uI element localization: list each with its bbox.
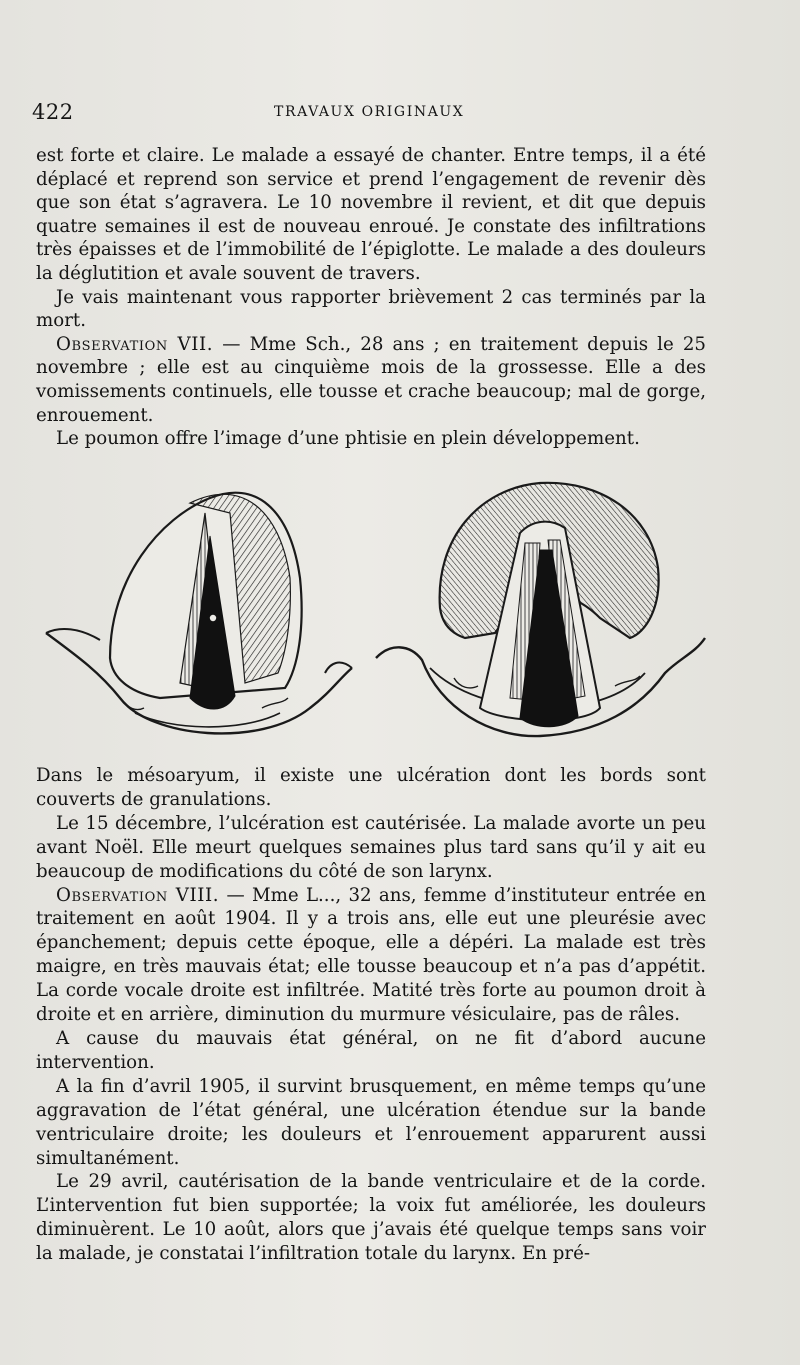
text-before-figure: [36, 144, 706, 451]
paragraph: est forte et claire. Le malade a essayé de chanter. Entre temps, il a été déplacé et reprend son service et prend l’engagement de revenir dès que son état s’agravera. Le 10 novembre il revient, et dit que depuis quatre semaines il est de nouveau enroué. Je constate des infiltrations très épaisses et de l’immobilité de l’épiglotte. Le malade a des douleurs la déglutition et avale souvent de travers.: [36, 145, 706, 284]
paragraph: Le 29 avril, cautérisation de la bande ventriculaire et de la corde. L’intervention fut bien supportée; la voix fut améliorée, les douleurs diminuèrent. Le 10 août, alors que j’avais été quelque temps sans voir la malade, je constatai l’infiltration totale du larynx. En pré-: [36, 1171, 706, 1265]
larynx-illustration: [40, 468, 710, 758]
observation-text: — Mme L..., 32 ans, femme d’instituteur entrée en traitement en août 1904. Il y a trois ans, elle eut une pleurésie avec épanchement; depuis cette époque, elle a dépéri. La malade est très maigre, en très mauvais état; elle tousse beaucoup et n’a pas d’appétit. La corde vocale droite est infiltrée. Matité très forte au poumon droit à droite et en arrière, diminution du murmure vésiculaire, pas de râles.: [36, 884, 706, 1026]
paragraph: Le 15 décembre, l’ulcération est cautérisée. La malade avorte un peu avant Noël. Elle meurt quelques semaines plus tard sans qu’il y ait eu beaucoup de modifications du côté de son larynx.: [36, 812, 706, 882]
observation-vii-paragraph: [36, 333, 706, 427]
observation-heading: Observation VIII.: [56, 884, 220, 906]
text-after-figure: [36, 764, 706, 1266]
page-header: [32, 100, 722, 130]
page-number: 422: [32, 100, 74, 124]
observation-viii-paragraph: [36, 884, 706, 1027]
larynx-drawing-right: [376, 483, 705, 736]
observation-heading: Observation VII.: [56, 333, 214, 355]
observation-text: — Mme Sch., 28 ans ; en traitement depuis le 25 novembre ; elle est au cinquième mois de la grossesse. Elle a des vomissements continuels, elle tousse et crache beaucoup; mal de gorge, enrouement.: [36, 333, 706, 426]
running-head: TRAVAUX ORIGINAUX: [274, 104, 465, 120]
paragraph: A cause du mauvais état général, on ne fit d’abord aucune intervention.: [36, 1027, 706, 1073]
paragraph: A la fin d’avril 1905, il survint brusquement, en même temps qu’une aggravation de l’état général, une ulcération étendue sur la bande ventriculaire droite; les douleurs et l’enrouement apparurent aussi simultanément.: [36, 1075, 706, 1169]
paragraph: Je vais maintenant vous rapporter brièvement 2 cas terminés par la mort.: [36, 286, 706, 332]
larynx-drawing-left: [46, 493, 352, 734]
paragraph: Dans le mésoaryum, il existe une ulcération dont les bords sont couverts de granulations.: [36, 765, 706, 810]
paragraph: Le poumon offre l’image d’une phtisie en plein développement.: [56, 428, 640, 450]
larynx-drawings-svg: [40, 468, 710, 758]
